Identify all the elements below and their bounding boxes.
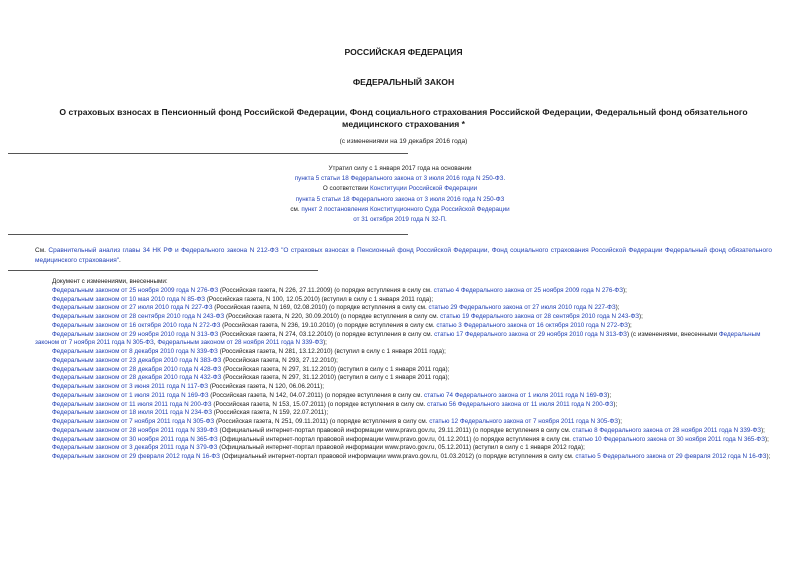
amending-law-link[interactable]: Федеральным законом от 29 ноября 2010 года N 313-ФЗ bbox=[52, 330, 219, 338]
amendment-item bbox=[35, 401, 772, 410]
entry-into-force-link[interactable]: статью 29 Федерального закона от 27 июля 2010 года N 227-ФЗ bbox=[428, 304, 616, 312]
amendment-item bbox=[35, 444, 772, 453]
amendment-details: (Официальный интернет-портал правовой информации www.pravo.gov.ru, 01.03.2012) (о порядке вступления в силу см. bbox=[219, 453, 576, 460]
amendment-details: (Российская газета, N 297, 31.12.2010) (вступил в силу с 1 января 2011 года); bbox=[221, 374, 450, 382]
amending-law-link[interactable]: Федеральным законом от 11 июля 2011 года N 200-ФЗ bbox=[52, 400, 212, 408]
amendment-details: (Российская газета, N 293, 27.12.2010); bbox=[221, 356, 338, 364]
amendment-item bbox=[35, 331, 772, 349]
entry-into-force-link[interactable]: статью 8 Федерального закона от 28 ноября 2011 года N 339-ФЗ bbox=[572, 426, 762, 434]
entry-into-force-link[interactable]: статью 17 Федерального закона от 29 ноября 2010 года N 313-ФЗ bbox=[434, 330, 627, 338]
amending-law-link[interactable]: Федеральным законом от 18 июля 2011 года N 234-ФЗ bbox=[52, 409, 213, 417]
amendment-details: (Российская газета, N 100, 12.05.2010) (вступил в силу с 1 января 2011 года); bbox=[205, 295, 434, 303]
amendment-details: (Российская газета, N 251, 09.11.2011) (о порядке вступления в силу см. bbox=[214, 418, 430, 425]
amendment-details: (Официальный интернет-портал правовой информации www.pravo.gov.ru, 05.12.2011) (вступил в силу с 1 января 2012 года); bbox=[217, 444, 585, 452]
amendment-item bbox=[35, 453, 772, 462]
entry-into-force-link[interactable]: статью 74 Федерального закона от 1 июля 2011 года N 169-ФЗ bbox=[424, 391, 608, 399]
amendment-details: (Российская газета, N 159, 22.07.2011); bbox=[212, 409, 329, 417]
amendment-details: ); bbox=[607, 391, 612, 399]
amending-law-link[interactable]: Федеральным законом от 28 ноября 2011 года N 339-ФЗ bbox=[157, 339, 324, 347]
amending-law-link[interactable]: Федеральным законом от 3 июня 2011 года N 117-ФЗ bbox=[52, 383, 209, 390]
edition-note: (с изменениями на 19 декабря 2016 года) bbox=[339, 138, 468, 145]
amendment-details: (Официальный интернет-портал правовой информации www.pravo.gov.ru, 29.11.2011) (о порядке вступления в силу см. bbox=[217, 426, 573, 434]
amendment-details: (Российская газета, N 169, 02.08.2010) (о порядке вступления в силу см. bbox=[212, 304, 429, 312]
divider bbox=[8, 270, 318, 271]
divider bbox=[8, 153, 408, 154]
amending-law-link[interactable]: Федеральным законом от 28 декабря 2010 года N 428-ФЗ bbox=[52, 365, 222, 373]
amendment-item bbox=[35, 418, 772, 427]
amending-law-link[interactable]: Федеральным законом от 10 мая 2010 года N 85-ФЗ bbox=[52, 295, 206, 303]
amendment-item bbox=[35, 313, 772, 322]
amending-law-link[interactable]: Федеральным законом от 8 декабря 2010 года N 339-ФЗ bbox=[52, 348, 218, 355]
amendment-item bbox=[35, 296, 772, 305]
amendment-details: ); bbox=[765, 435, 769, 443]
amendment-details: ); bbox=[323, 339, 327, 347]
status-line: Утратил силу с 1 января 2017 года на основании bbox=[328, 165, 472, 172]
amending-law-link[interactable]: Федеральным законом от 28 сентября 2010 года N 243-ФЗ bbox=[52, 313, 225, 320]
document-title: О страховых взносах в Пенсионный фонд Российской Федерации, Фонд социального страхования Российской Федерации, Федеральный фонд обязательного медицинского страхования * bbox=[59, 107, 748, 129]
amendment-details: ); bbox=[766, 453, 771, 460]
amending-law-link[interactable]: Федеральным законом от 25 ноября 2009 года N 276-ФЗ bbox=[52, 286, 219, 294]
amendment-details: , bbox=[153, 339, 158, 347]
amendment-details: ); bbox=[613, 400, 618, 408]
amendment-details: ); bbox=[627, 321, 632, 329]
entry-into-force-link[interactable]: статью 5 Федерального закона от 29 февраля 2012 года N 16-ФЗ bbox=[575, 453, 767, 460]
entry-into-force-link[interactable]: статью 3 Федерального закона от 16 октября 2010 года N 272-ФЗ bbox=[436, 321, 628, 329]
entry-into-force-link[interactable]: статью 12 Федерального закона от 7 ноября 2011 года N 305-ФЗ bbox=[429, 418, 619, 425]
status-link[interactable]: от 31 октября 2019 года N 32-П. bbox=[353, 216, 447, 224]
amending-law-link[interactable]: Федеральным законом от 29 февраля 2012 года N 16-ФЗ bbox=[52, 453, 220, 460]
status-block bbox=[170, 164, 630, 225]
status-text: см. bbox=[290, 205, 302, 213]
amendments-heading: Документ с изменениями, внесенными: bbox=[52, 278, 168, 285]
amendment-details: (Российская газета, N 226, 27.11.2009) (о порядке вступления в силу см. bbox=[218, 286, 434, 294]
divider bbox=[8, 234, 408, 235]
amendment-details: (Российская газета, N 120, 06.06.2011); bbox=[208, 383, 325, 390]
amending-law-link[interactable]: Федеральным законом от 7 ноября 2011 года N 305-ФЗ bbox=[35, 330, 761, 347]
amendment-details: (Российская газета, N 274, 03.12.2010) (о порядке вступления в силу см. bbox=[218, 330, 435, 338]
amendment-details: (Российская газета, N 297, 31.12.2010) (вступил в силу с 1 января 2011 года); bbox=[221, 365, 450, 373]
comparative-analysis-link[interactable]: Сравнительный анализ главы 34 НК РФ и Федерального закона N 212-ФЗ "О страховых взносах в Пенсионный фонд Российской Федерации, Фонд социального страхования Российской Федерации Федеральный фонд обязательного медицинского страхования" bbox=[35, 247, 772, 264]
amendment-item bbox=[35, 427, 772, 436]
amendments-list bbox=[35, 278, 772, 462]
see-also-suffix: . bbox=[119, 256, 121, 264]
amendment-item bbox=[35, 287, 772, 296]
amendment-details: (Российская газета, N 153, 15.07.2011) (о порядке вступления в силу см. bbox=[211, 400, 428, 408]
amending-law-link[interactable]: Федеральным законом от 3 декабря 2011 года N 379-ФЗ bbox=[52, 444, 218, 452]
amendment-details: ); bbox=[623, 286, 627, 294]
status-link[interactable]: пункта 5 статьи 18 Федерального закона от 3 июля 2016 года N 250-ФЗ. bbox=[294, 175, 506, 183]
amendment-item bbox=[35, 392, 772, 401]
constitution-link[interactable]: Конституции Российской Федерации bbox=[370, 185, 478, 193]
amendment-details: ); bbox=[618, 418, 622, 425]
status-link[interactable]: пункта 5 статьи 18 Федерального закона от 3 июля 2016 года N 250-ФЗ bbox=[295, 195, 505, 203]
amendment-details: ); bbox=[615, 304, 620, 312]
amendment-item bbox=[35, 383, 772, 392]
amending-law-link[interactable]: Федеральным законом от 1 июля 2011 года N 169-ФЗ bbox=[52, 391, 209, 399]
see-also-prefix: См. bbox=[35, 247, 49, 254]
amendment-item bbox=[35, 366, 772, 375]
see-also bbox=[35, 246, 772, 265]
amendment-item bbox=[35, 304, 772, 313]
entry-into-force-link[interactable]: статью 10 Федерального закона от 30 ноября 2011 года N 365-ФЗ bbox=[572, 435, 766, 443]
amendment-details: (Российская газета, N 220, 30.09.2010) (о порядке вступления в силу см. bbox=[224, 313, 441, 320]
entry-into-force-link[interactable]: статью 4 Федерального закона от 25 ноября 2009 года N 276-ФЗ bbox=[433, 286, 624, 294]
amending-law-link[interactable]: Федеральным законом от 23 декабря 2010 года N 383-ФЗ bbox=[52, 356, 222, 364]
amendment-details: ); bbox=[761, 426, 765, 434]
country-heading: РОССИЙСКАЯ ФЕДЕРАЦИЯ bbox=[344, 47, 463, 57]
entry-into-force-link[interactable]: статью 19 Федерального закона от 28 сентября 2010 года N 243-ФЗ bbox=[440, 313, 640, 320]
amendment-item bbox=[35, 322, 772, 331]
amendment-item bbox=[35, 409, 772, 418]
amending-law-link[interactable]: Федеральным законом от 27 июля 2010 года N 227-ФЗ bbox=[52, 304, 213, 312]
amending-law-link[interactable]: Федеральным законом от 28 декабря 2010 года N 432-ФЗ bbox=[52, 374, 222, 382]
amending-law-link[interactable]: Федеральным законом от 16 октября 2010 года N 272-ФЗ bbox=[52, 321, 221, 329]
amendment-details: ); bbox=[639, 313, 643, 320]
amending-law-link[interactable]: Федеральным законом от 7 ноября 2011 года N 305-ФЗ bbox=[52, 418, 215, 425]
doc-type-heading: ФЕДЕРАЛЬНЫЙ ЗАКОН bbox=[352, 77, 455, 87]
amendment-details: (Российская газета, N 281, 13.12.2010) (вступил в силу с 1 января 2011 года); bbox=[217, 348, 446, 355]
amendment-details: (Официальный интернет-портал правовой информации www.pravo.gov.ru, 01.12.2011) (о порядке вступления в силу см. bbox=[217, 435, 573, 443]
entry-into-force-link[interactable]: статью 56 Федерального закона от 11 июля 2011 года N 200-ФЗ bbox=[427, 400, 614, 408]
amending-law-link[interactable]: Федеральным законом от 30 ноября 2011 года N 365-ФЗ bbox=[52, 435, 218, 443]
amendment-item bbox=[35, 436, 772, 445]
court-ruling-link[interactable]: пункт 2 постановления Конституционного Суда Российской Федерации bbox=[301, 205, 510, 213]
amendment-item bbox=[35, 374, 772, 383]
amendment-details: (Российская газета, N 142, 04.07.2011) (о порядке вступления в силу см. bbox=[208, 391, 425, 399]
amendment-details: (Российская газета, N 236, 19.10.2010) (о порядке вступления в силу см. bbox=[220, 321, 437, 329]
amendment-item bbox=[35, 348, 772, 357]
amendment-item bbox=[35, 357, 772, 366]
status-text: О соответствии bbox=[322, 185, 370, 193]
amendment-details: ) (с изменениями, внесенными bbox=[626, 330, 719, 338]
amending-law-link[interactable]: Федеральным законом от 28 ноября 2011 года N 339-ФЗ bbox=[52, 426, 218, 434]
